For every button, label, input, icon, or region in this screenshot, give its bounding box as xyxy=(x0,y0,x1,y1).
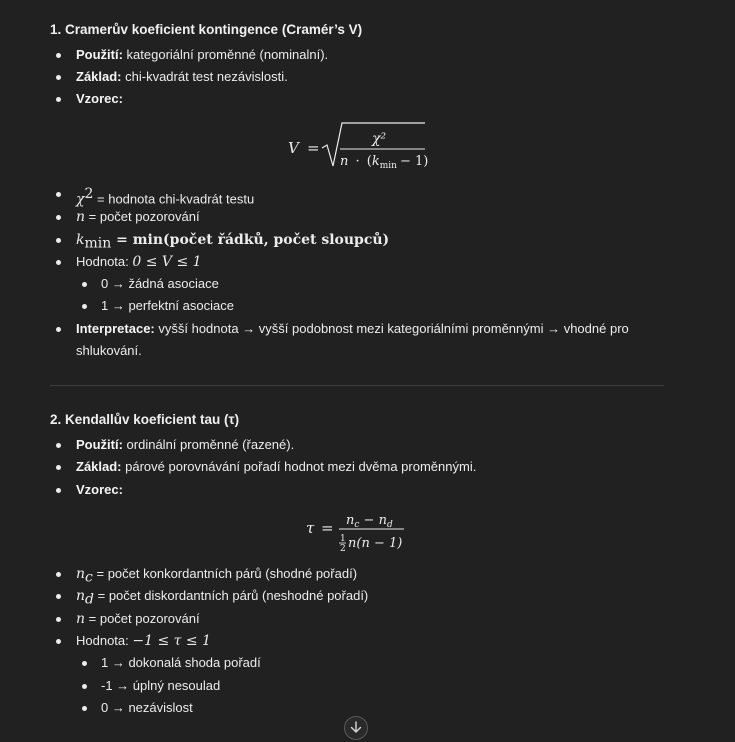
list-item: $n_d$ = počet diskordantních párů (neshodné pořadí) xyxy=(76,585,368,611)
formula-numerator: $n_c - n_d$ xyxy=(346,513,393,530)
kendall-tau-formula xyxy=(50,505,664,557)
sub-list-item: 0 → žádná asociace xyxy=(101,273,219,295)
formula-lhs: V xyxy=(288,139,299,157)
section-1-title: 1. Cramerův koeficient kontingence (Cramér’s V) xyxy=(50,22,363,37)
sub-list-item: 1 → dokonalá shoda pořadí xyxy=(101,652,261,674)
half-denominator: 2 xyxy=(340,544,346,554)
section-2-title: 2. Kendallův koeficient tau (τ) xyxy=(50,412,240,427)
list-item: Interpretace: vyšší hodnota → vyšší podobnost mezi kategoriálními proměnnými → vhodné pro shlukování. xyxy=(76,318,636,362)
section-divider xyxy=(50,385,664,386)
arrow-down-icon xyxy=(345,717,367,739)
formula-eq: = xyxy=(307,139,320,157)
formula-lhs: τ xyxy=(306,519,315,537)
formula-numerator: χ² xyxy=(372,131,387,147)
list-item: Hodnota: −1 ≤ τ ≤ 1 xyxy=(76,630,211,652)
cramers-v-formula xyxy=(50,118,664,176)
list-item: Základ: párové porovnávání pořadí hodnot mezi dvěma proměnnými. xyxy=(76,456,476,478)
list-item: Použití: ordinální proměnné (řazené). xyxy=(76,434,294,456)
list-item: Základ: chi-kvadrát test nezávislosti. xyxy=(76,66,288,88)
list-item: n = počet pozorování xyxy=(76,206,200,228)
list-item: $\chi^2$ = hodnota chi-kvadrát testu xyxy=(76,183,254,210)
list-item: n = počet pozorování xyxy=(76,608,200,630)
list-item: $k_{min}$ = min(počet řádků, počet sloupců) xyxy=(76,229,389,255)
sub-list-item: 1 → perfektní asociace xyxy=(101,295,234,317)
list-item: Použití: kategoriální proměnné (nominalní). xyxy=(76,44,328,66)
formula-denominator: n · $(k_{min} - 1)$ xyxy=(340,154,429,171)
half-numerator: 1 xyxy=(340,534,346,544)
list-item: Hodnota: 0 ≤ V ≤ 1 xyxy=(76,251,202,273)
scroll-to-bottom-button[interactable] xyxy=(344,716,368,740)
list-item: $n_c$ = počet konkordantních párů (shodné pořadí) xyxy=(76,563,357,589)
list-item: Vzorec: xyxy=(76,479,123,501)
sub-list-item: 0 → nezávislost xyxy=(101,697,193,719)
sub-list-item: -1 → úplný nesoulad xyxy=(101,675,220,697)
list-item: Vzorec: xyxy=(76,88,123,110)
formula-denominator: n(n − 1) xyxy=(348,536,403,551)
formula-eq: = xyxy=(321,519,334,537)
